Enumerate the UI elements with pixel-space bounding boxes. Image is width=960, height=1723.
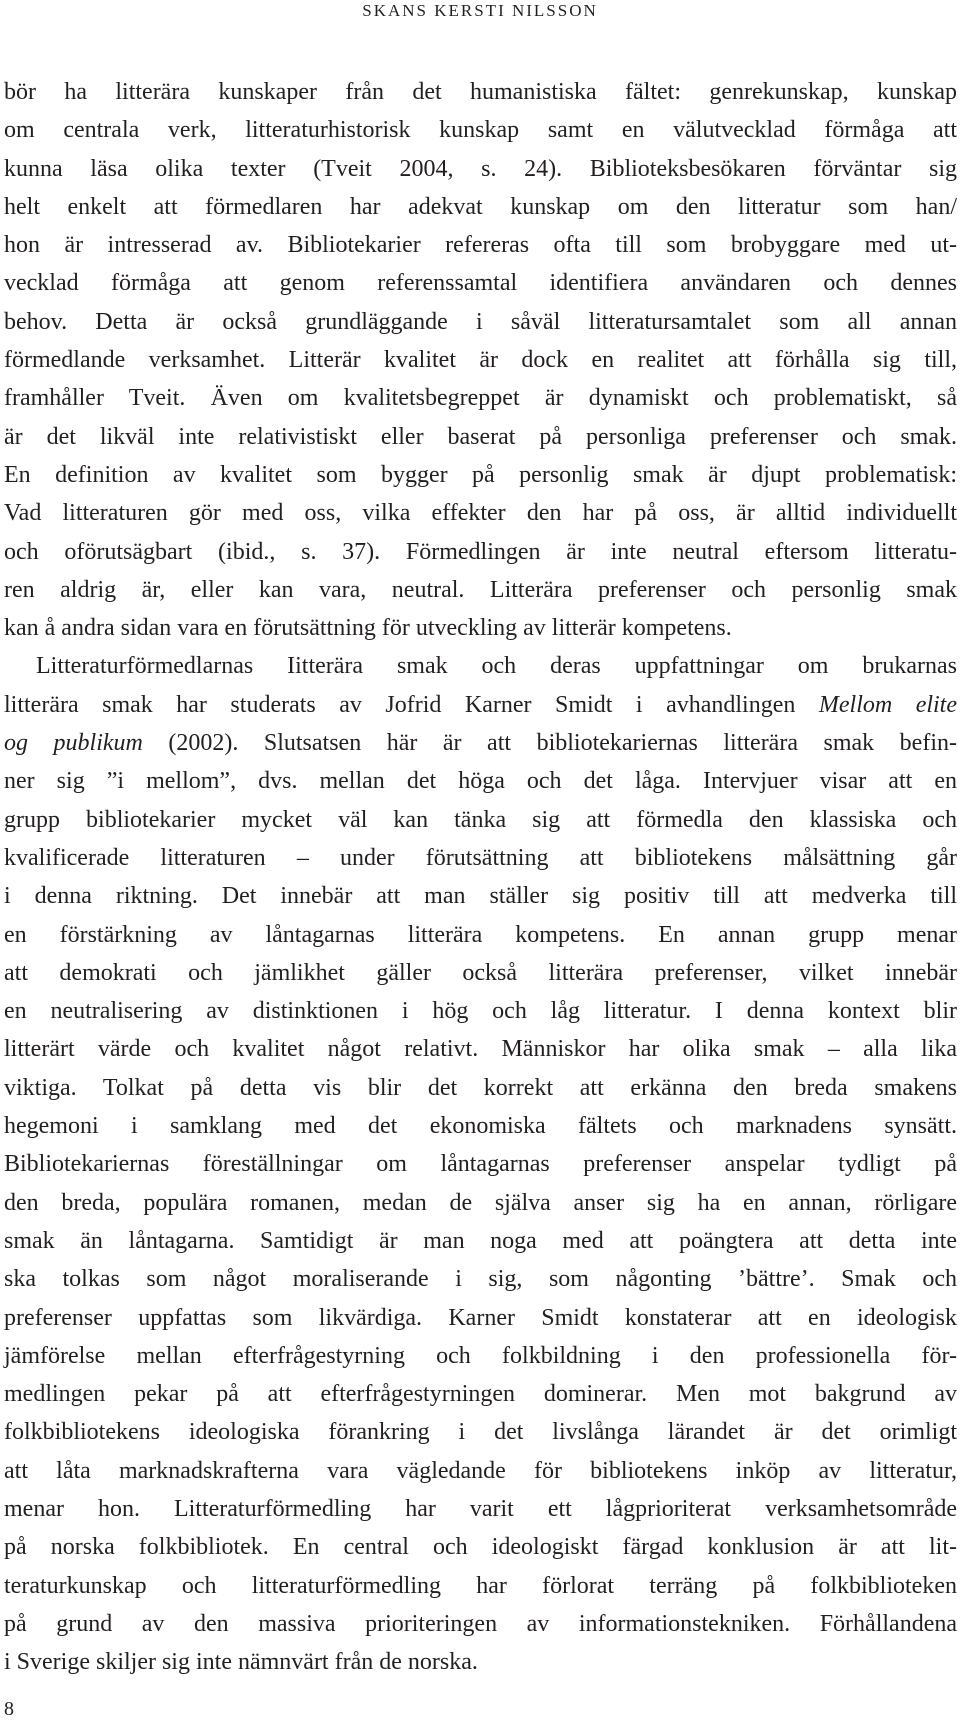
text-line: teraturkunskap och litteraturförmedling har förlorat terräng på folkbiblioteken [4, 1572, 957, 1599]
text-line: viktiga. Tolkat på detta vis blir det korrekt att erkänna den breda smakens [4, 1074, 957, 1101]
text-line: en neutralisering av distinktionen i hög och låg litteratur. I denna kontext blir [4, 998, 957, 1025]
text-line: på norska folkbibliotek. En central och ideologiskt färgad konklusion är att lit- [4, 1534, 957, 1561]
text-line: grupp bibliotekarier mycket väl kan tänka sig att förmedla den klassiska och [4, 806, 957, 833]
text-line: En definition av kvalitet som bygger på personlig smak är djupt problematisk: [4, 461, 957, 488]
text-line: kunna läsa olika texter (Tveit 2004, s. 24). Biblioteksbesökaren förväntar sig [4, 155, 957, 182]
text-line: på grund av den massiva prioriteringen av informationstekniken. Förhållandena [4, 1610, 957, 1637]
text-line [4, 724, 957, 762]
text-line: är det likväl inte relativistiskt eller baserat på personliga preferenser och smak. [4, 423, 957, 450]
text-line: smak än låntagarna. Samtidigt är man noga med att poängtera att detta inte [4, 1227, 957, 1254]
book-title: og publikum [4, 730, 143, 757]
text-line: i denna riktning. Det innebär att man ställer sig positiv till att medverka till [4, 883, 957, 910]
text-line: ner sig ”i mellom”, dvs. mellan det höga och det låga. Intervjuer visar att en [4, 768, 957, 795]
text-line: medlingen pekar på att efterfrågestyrningen dominerar. Men mot bakgrund av [4, 1381, 957, 1408]
text-line: förmedlande verksamhet. Litterär kvalitet är dock en realitet att förhålla sig till, [4, 347, 957, 374]
text-line: den breda, populära romanen, medan de själva anser sig ha en annan, rörligare [4, 1189, 957, 1216]
text-line: framhåller Tveit. Även om kvalitetsbegreppet är dynamiskt och problematiskt, så [4, 385, 957, 412]
text-line: menar hon. Litteraturförmedling har varit ett lågprioriterat verksamhetsområde [4, 1495, 957, 1522]
text-line: kan å andra sidan vara en förutsättning för utveckling av litterär kompetens. [4, 615, 732, 642]
text-line: i Sverige skiljer sig inte nämnvärt från de norska. [4, 1649, 478, 1676]
text-line: hegemoni i samklang med det ekonomiska fältets och marknadens synsätt. [4, 1113, 957, 1140]
text-line: behov. Detta är också grundläggande i såväl litteratursamtalet som all annan [4, 308, 957, 335]
text-line: Bibliotekariernas föreställningar om låntagarnas preferenser anspelar tydligt på [4, 1151, 957, 1178]
text-line: jämförelse mellan efterfrågestyrning och folkbildning i den professionella för- [4, 1342, 957, 1369]
text-line: bör ha litterära kunskaper från det humanistiska fältet: genrekunskap, kunskap [4, 79, 957, 105]
text-line: en förstärkning av låntagarnas litterära kompetens. En annan grupp menar [4, 921, 957, 948]
text-line: litterärt värde och kvalitet något relativt. Människor har olika smak – alla lika [4, 1036, 957, 1063]
text-line: helt enkelt att förmedlaren har adekvat kunskap om den litteratur som han/ [4, 193, 957, 220]
text-line: och oförutsägbart (ibid., s. 37). Förmedlingen är inte neutral eftersom litteratu- [4, 538, 957, 565]
book-title: Mellom elite [818, 691, 958, 718]
text-line: Litteraturförmedlarnas Iitterära smak och deras uppfattningar om brukarnas [36, 653, 957, 680]
text-run: (2002). Slutsatsen här är att bibliotekariernas litterära smak befin- [142, 730, 957, 757]
text-line: att demokrati och jämlikhet gäller också litterära preferenser, vilket innebär [4, 959, 957, 986]
running-head: SKANS KERSTI NILSSON [362, 1, 598, 20]
body-text [4, 73, 957, 1681]
text-line: Vad litteraturen gör med oss, vilka effekter den har på oss, är alltid individuellt [4, 500, 957, 527]
text-line: kvalificerade litteraturen – under förutsättning att bibliotekens målsättning går [4, 844, 957, 871]
text-line: folkbibliotekens ideologiska förankring i det livslånga lärandet är det orimligt [4, 1419, 957, 1446]
text-line: om centrala verk, litteraturhistorisk kunskap samt en välutvecklad förmåga att [4, 117, 957, 144]
text-line: vecklad förmåga att genom referenssamtal identifiera användaren och dennes [4, 270, 957, 297]
text-line: ren aldrig är, eller kan vara, neutral. Litterära preferenser och personlig smak [4, 576, 957, 603]
text-line: hon är intresserad av. Bibliotekarier refereras ofta till som brobyggare med ut- [4, 232, 957, 259]
text-line: preferenser uppfattas som likvärdiga. Karner Smidt konstaterar att en ideologisk [4, 1304, 957, 1331]
text-run: litterära smak har studerats av Jofrid Karner Smidt i avhandlingen [4, 691, 819, 718]
text-line: ska tolkas som något moraliserande i sig, som någonting ’bättre’. Smak och [4, 1266, 957, 1293]
text-line: att låta marknadskrafterna vara vägledande för bibliotekens inköp av litteratur, [4, 1457, 957, 1484]
page-number: 8 [4, 1698, 14, 1720]
text-line [4, 686, 957, 724]
